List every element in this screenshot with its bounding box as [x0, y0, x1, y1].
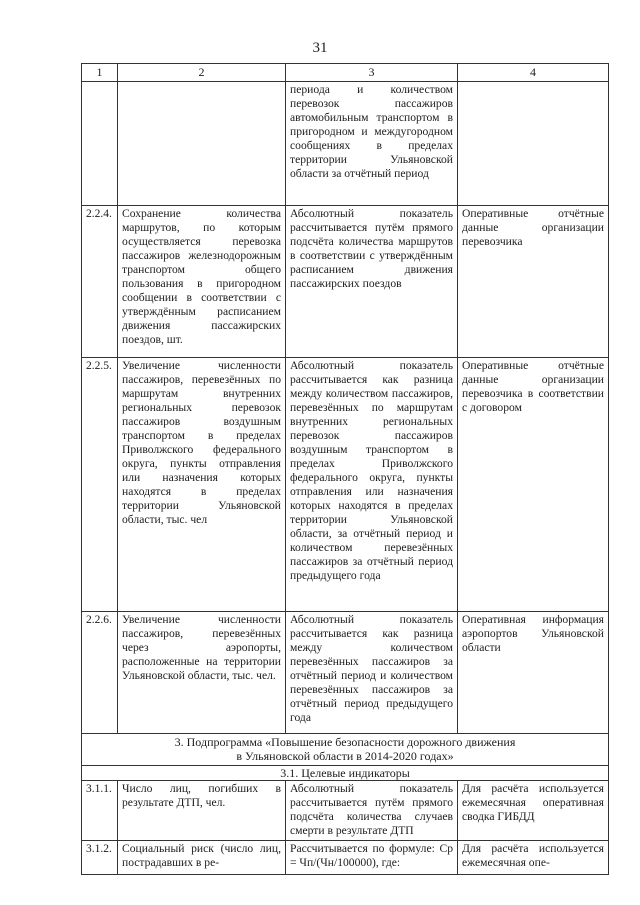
table-row — [82, 358, 609, 612]
source-cell: Для расчёта используется ежемесячная опе- — [458, 841, 609, 875]
table-row — [82, 612, 609, 734]
source-cell: Оперативная информация аэропортов Ульяновской области — [458, 612, 609, 734]
table-row — [82, 781, 609, 841]
indicator-cell: Увеличение численности пассажиров, перевезённых по маршрутам внутренних региональных перевозок пассажиров воздушным транспортом в пределах Приволжского федерального округа, пункты отправления или назначения которых находятся в пределах территории Ульяновской области, тыс. чел — [118, 358, 286, 612]
method-cell: Рассчитывается по формуле: Ср = Чп/(Чн/100000), где: — [286, 841, 458, 875]
method-cell: периода и количеством перевозок пассажиров автомобильным транспортом в пригородном и междугородном сообщениях в пределах территории Ульяновской области за отчётный период — [286, 82, 458, 206]
table-header-row — [82, 64, 609, 82]
section-title-line: 3. Подпрограмма «Повышение безопасности дорожного движения — [174, 735, 516, 749]
method-cell: Абсолютный показатель рассчитывается путём прямого подсчёта количества маршрутов в соответствии с утверждённым расписанием движения пассажирских поездов — [286, 206, 458, 358]
table-row — [82, 841, 609, 875]
source-cell: Оперативные отчётные данные организации перевозчика — [458, 206, 609, 358]
table-row — [82, 206, 609, 358]
column-header: 1 — [82, 64, 118, 82]
source-cell: Оперативные отчётные данные организации перевозчика в соответствии с договором — [458, 358, 609, 612]
subsection-row — [82, 766, 609, 781]
subsection-title: 3.1. Целевые индикаторы — [82, 766, 609, 781]
section-row — [82, 734, 609, 766]
column-header: 3 — [286, 64, 458, 82]
method-cell: Абсолютный показатель рассчитывается путём прямого подсчёта количества случаев смерти в результате ДТП — [286, 781, 458, 841]
row-number: 3.1.2. — [82, 841, 118, 875]
section-title-line: в Ульяновской области в 2014-2020 годах» — [236, 749, 454, 763]
indicator-cell: Увеличение численности пассажиров, перевезённых через аэропорты, расположенные на территории Ульяновской области, тыс. чел. — [118, 612, 286, 734]
source-cell — [458, 82, 609, 206]
table-row — [82, 82, 609, 206]
indicator-cell: Число лиц, погибших в результате ДТП, чел. — [118, 781, 286, 841]
indicators-table — [81, 63, 609, 875]
column-header: 4 — [458, 64, 609, 82]
column-header: 2 — [118, 64, 286, 82]
indicator-cell: Сохранение количества маршрутов, по которым осуществляется перевозка пассажиров железнодорожным транспортом общего пользования в пригородном сообщении в соответствии с утверждённым расписанием движения пассажирских поездов, шт. — [118, 206, 286, 358]
row-number — [82, 82, 118, 206]
row-number: 3.1.1. — [82, 781, 118, 841]
method-cell: Абсолютный показатель рассчитывается как разница между количеством перевезённых пассажиров за отчётный период и количеством перевезённых пассажиров за отчётный период предыдущего года — [286, 612, 458, 734]
indicator-cell — [118, 82, 286, 206]
method-cell: Абсолютный показатель рассчитывается как разница между количеством пассажиров, перевезённых по маршрутам внутренних региональных перевозок пассажиров воздушным транспортом в пределах Приволжского федерального округа, пункты отправления или назначения которых находятся в пределах территории Ульяновской области, за отчётный период и количеством перевезённых пассажиров за отчётный период предыдущего года — [286, 358, 458, 612]
row-number: 2.2.5. — [82, 358, 118, 612]
section-title — [82, 734, 609, 766]
source-cell: Для расчёта используется ежемесячная оперативная сводка ГИБДД — [458, 781, 609, 841]
indicator-cell: Социальный риск (число лиц, пострадавших в ре- — [118, 841, 286, 875]
row-number: 2.2.4. — [82, 206, 118, 358]
row-number: 2.2.6. — [82, 612, 118, 734]
page-number: 31 — [312, 40, 328, 56]
